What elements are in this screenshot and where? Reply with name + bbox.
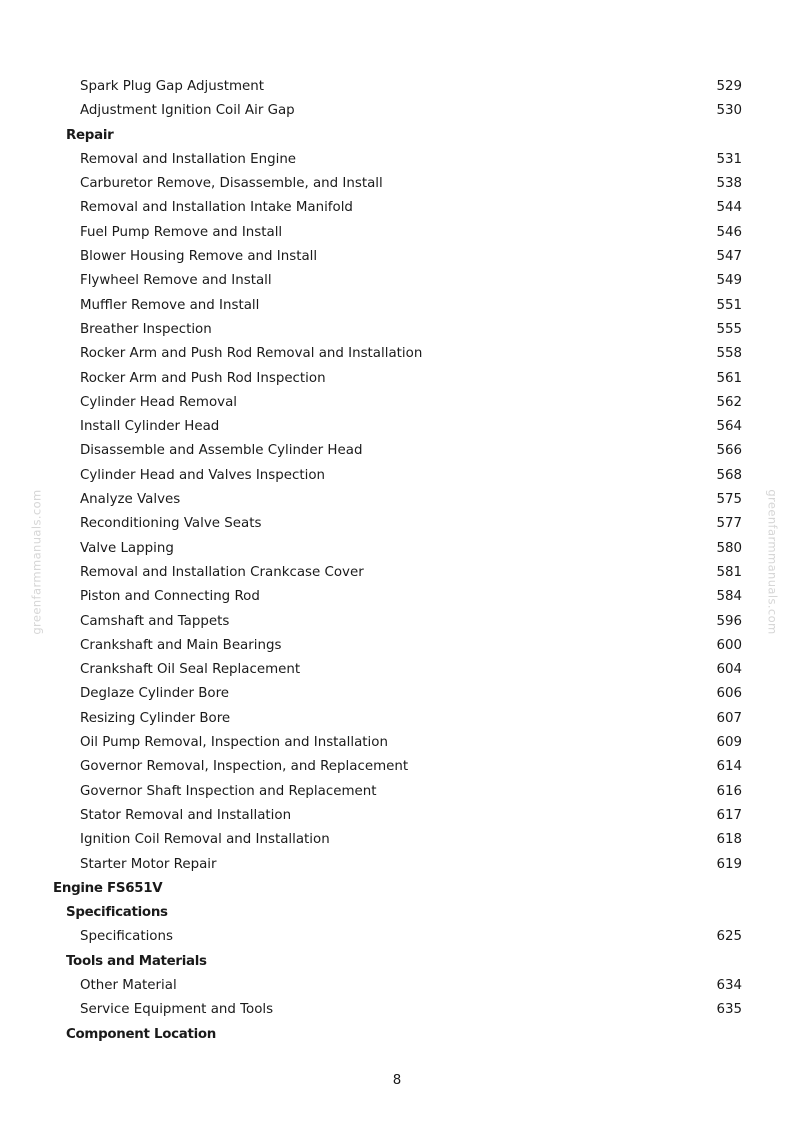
toc-entry-title: Adjustment Ignition Coil Air Gap — [80, 103, 295, 119]
page-number: 8 — [392, 1073, 402, 1088]
toc-entry[interactable] — [0, 172, 794, 196]
table-of-contents — [0, 75, 794, 1047]
toc-entry-page-number: 625 — [716, 929, 742, 945]
toc-entry-title: Disassemble and Assemble Cylinder Head — [80, 443, 363, 459]
toc-entry-page-number: 609 — [716, 735, 742, 751]
toc-entry-page-number: 551 — [716, 297, 742, 313]
toc-entry[interactable] — [0, 828, 794, 852]
toc-entry[interactable] — [0, 294, 794, 318]
toc-entry[interactable] — [0, 537, 794, 561]
toc-entry-page-number: 529 — [716, 79, 742, 94]
toc-entry-title: Flywheel Remove and Install — [80, 273, 272, 289]
toc-entry[interactable] — [0, 585, 794, 609]
toc-entry-title: Resizing Cylinder Bore — [80, 710, 231, 726]
toc-entry-page-number: 562 — [716, 394, 742, 410]
toc-entry-page-number: 581 — [716, 564, 742, 580]
toc-entry-title: Repair — [66, 127, 114, 143]
toc-entry-page-number: 558 — [716, 346, 742, 362]
toc-entry[interactable] — [0, 488, 794, 512]
toc-entry-page-number: 577 — [716, 516, 742, 532]
toc-entry-page-number: 544 — [716, 200, 742, 216]
toc-entry[interactable] — [0, 342, 794, 366]
toc-entry[interactable] — [0, 99, 794, 123]
toc-entry-page-number: 561 — [716, 370, 742, 386]
toc-entry-title: Removal and Installation Crankcase Cover — [80, 564, 364, 580]
toc-entry[interactable] — [0, 221, 794, 245]
toc-entry-title: Piston and Connecting Rod — [80, 589, 260, 605]
toc-entry-title: Ignition Coil Removal and Installation — [80, 832, 330, 848]
toc-entry-title: Crankshaft Oil Seal Replacement — [80, 662, 301, 678]
toc-entry-title: Fuel Pump Remove and Install — [80, 224, 283, 240]
toc-section-heading[interactable] — [0, 1023, 794, 1047]
toc-entry-page-number: 531 — [716, 151, 742, 167]
toc-entry-page-number: 530 — [716, 103, 742, 119]
toc-entry-page-number: 564 — [716, 419, 742, 435]
toc-entry-title: Reconditioning Valve Seats — [80, 516, 262, 532]
toc-entry[interactable] — [0, 682, 794, 706]
toc-entry-page-number: 575 — [716, 492, 742, 508]
toc-entry-page-number: 614 — [716, 759, 742, 775]
toc-entry-title: Starter Motor Repair — [80, 856, 217, 872]
toc-entry-title: Specifications — [66, 905, 168, 921]
toc-entry-page-number: 549 — [716, 273, 742, 289]
toc-entry-title: Cylinder Head Removal — [80, 394, 237, 410]
toc-entry[interactable] — [0, 755, 794, 779]
toc-entry[interactable] — [0, 974, 794, 998]
toc-entry-page-number: 618 — [716, 832, 742, 848]
toc-entry-title: Rocker Arm and Push Rod Removal and Installation — [80, 346, 423, 362]
toc-entry[interactable] — [0, 998, 794, 1022]
toc-entry-title: Analyze Valves — [80, 492, 181, 508]
toc-entry-title: Rocker Arm and Push Rod Inspection — [80, 370, 326, 386]
toc-section-heading[interactable] — [0, 950, 794, 974]
toc-entry-title: Stator Removal and Installation — [80, 807, 292, 823]
toc-entry[interactable] — [0, 561, 794, 585]
toc-entry[interactable] — [0, 610, 794, 634]
toc-entry[interactable] — [0, 75, 794, 99]
toc-entry-page-number: 617 — [716, 807, 742, 823]
toc-entry-title: Camshaft and Tappets — [80, 613, 230, 629]
toc-entry-title: Removal and Installation Intake Manifold — [80, 200, 353, 216]
toc-entry-page-number: 566 — [716, 443, 742, 459]
toc-entry-page-number: 619 — [716, 856, 742, 872]
toc-entry-title: Governor Shaft Inspection and Replacement — [80, 783, 377, 799]
toc-entry-title: Breather Inspection — [80, 321, 212, 337]
toc-entry[interactable] — [0, 780, 794, 804]
toc-entry-page-number: 607 — [716, 710, 742, 726]
toc-entry-page-number: 555 — [716, 321, 742, 337]
toc-entry-title: Oil Pump Removal, Inspection and Installation — [80, 735, 388, 751]
toc-entry[interactable] — [0, 464, 794, 488]
toc-entry-page-number: 634 — [716, 977, 742, 993]
toc-entry[interactable] — [0, 512, 794, 536]
toc-entry-title: Removal and Installation Engine — [80, 151, 297, 167]
toc-entry-title: Cylinder Head and Valves Inspection — [80, 467, 326, 483]
toc-entry-title: Muffler Remove and Install — [80, 297, 260, 313]
toc-entry[interactable] — [0, 634, 794, 658]
toc-entry-page-number: 538 — [716, 176, 742, 192]
toc-entry-page-number: 604 — [716, 662, 742, 678]
watermark-right: greenfarmmanuals.com — [765, 489, 780, 635]
toc-entry-page-number: 580 — [716, 540, 742, 556]
toc-section-heading[interactable] — [0, 901, 794, 925]
toc-entry-title: Engine FS651V — [53, 880, 163, 896]
toc-entry-page-number: 584 — [716, 589, 742, 605]
toc-entry[interactable] — [0, 707, 794, 731]
toc-entry-title: Spark Plug Gap Adjustment — [80, 79, 264, 94]
toc-section-heading[interactable] — [0, 124, 794, 148]
toc-entry-title: Install Cylinder Head — [80, 419, 220, 435]
toc-entry[interactable] — [0, 367, 794, 391]
toc-entry-page-number: 547 — [716, 249, 742, 265]
toc-entry-title: Governor Removal, Inspection, and Replacement — [80, 759, 409, 775]
toc-entry[interactable] — [0, 415, 794, 439]
toc-entry-page-number: 606 — [716, 686, 742, 702]
toc-entry-title: Deglaze Cylinder Bore — [80, 686, 230, 702]
toc-entry[interactable] — [0, 269, 794, 293]
toc-entry-page-number: 600 — [716, 637, 742, 653]
toc-entry-page-number: 546 — [716, 224, 742, 240]
toc-entry-title: Valve Lapping — [80, 540, 174, 556]
toc-chapter-heading[interactable] — [0, 877, 794, 901]
toc-entry[interactable] — [0, 439, 794, 463]
toc-entry-title: Other Material — [80, 977, 177, 993]
toc-entry[interactable] — [0, 804, 794, 828]
toc-entry[interactable] — [0, 731, 794, 755]
toc-entry-title: Carburetor Remove, Disassemble, and Install — [80, 176, 383, 192]
toc-entry-title: Blower Housing Remove and Install — [80, 249, 318, 265]
toc-entry-page-number: 596 — [716, 613, 742, 629]
toc-entry[interactable] — [0, 245, 794, 269]
toc-entry-page-number: 635 — [716, 1002, 742, 1018]
toc-entry[interactable] — [0, 658, 794, 682]
toc-entry[interactable] — [0, 196, 794, 220]
toc-entry-title: Service Equipment and Tools — [80, 1002, 274, 1018]
watermark-left: greenfarmmanuals.com — [29, 489, 44, 635]
toc-entry-title: Tools and Materials — [66, 953, 207, 969]
toc-entry[interactable] — [0, 853, 794, 877]
toc-entry-title: Crankshaft and Main Bearings — [80, 637, 282, 653]
toc-entry[interactable] — [0, 925, 794, 949]
toc-entry[interactable] — [0, 318, 794, 342]
toc-entry-page-number: 568 — [716, 467, 742, 483]
toc-entry-title: Component Location — [66, 1026, 217, 1042]
toc-entry-title: Specifications — [80, 929, 173, 945]
toc-entry[interactable] — [0, 148, 794, 172]
toc-entry[interactable] — [0, 391, 794, 415]
toc-entry-page-number: 616 — [716, 783, 742, 799]
